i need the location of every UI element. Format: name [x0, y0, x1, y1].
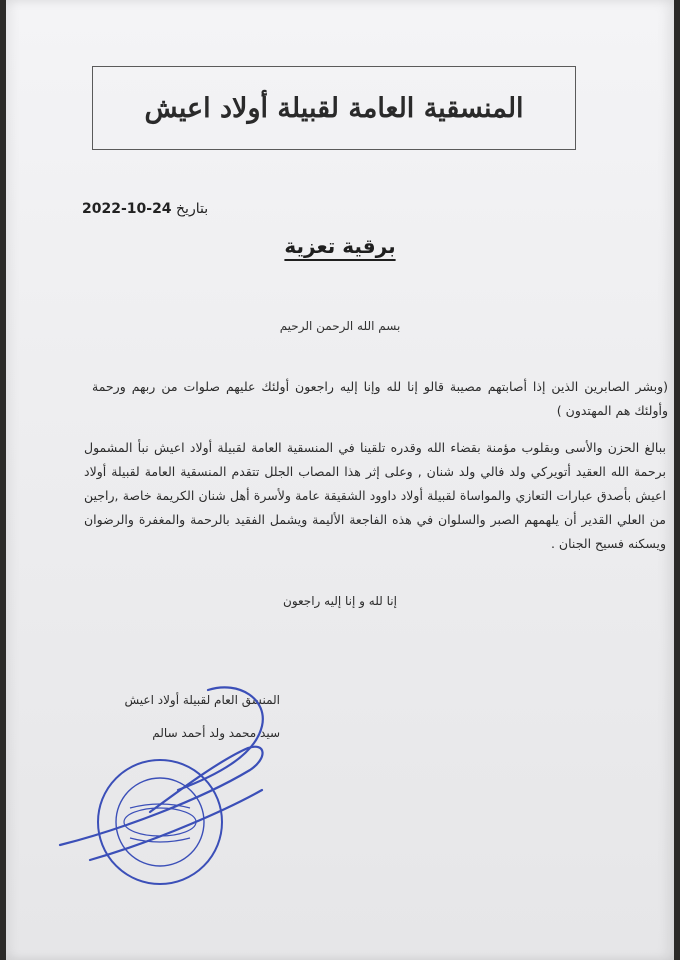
date-value: 2022-10-24 [82, 201, 172, 217]
document-page [6, 0, 674, 960]
letterhead-box [92, 66, 576, 150]
signatory-title: المنسق العام لقبيلة أولاد اعيش [124, 693, 280, 707]
date-line [82, 201, 208, 217]
signatory-name: سيد محمد ولد أحمد سالم [152, 726, 280, 740]
document-title [6, 234, 674, 258]
document-title-text: برقية تعزية [284, 234, 396, 258]
condolence-body: ببالغ الحزن والأسى وبقلوب مؤمنة بقضاء الله وقدره تلقينا في المنسقية العامة لقبيلة أولاد اعيش نبأ المشمول برحمة الله العقيد أتويركي ولد فالي ولد شنان , وعلى إثر هذا المصاب الجلل تتقدم المنسقية العامة لقبيلة أولاد اعيش بأصدق عبارات التعازي والمواساة لقبيلة أولاد داوود الشقيقة عامة ولأسرة أهل شنان الكريمة خاصة ,راجين من العلي القدير أن يلهمهم الصبر والسلوان في هذه الفاجعة الأليمة ويشمل الفقيد بالرحمة والمغفرة والرضوان ويسكنه فسيح الجنان . [84, 440, 666, 551]
letterhead-title: المنسقية العامة لقبيلة أولاد اعيش [144, 92, 524, 124]
basmala: بسم الله الرحمن الرحيم [279, 319, 401, 333]
closing-phrase: إنا لله و إنا إليه راجعون [283, 594, 397, 608]
date-label: بتاريخ [176, 201, 209, 217]
quran-verse: (وبشر الصابرين الذين إذا أصابتهم مصيبة قالو إنا لله وإنا إليه راجعون أولئك عليهم صلوات من ربهم ورحمة وأولئك هم المهتدون ) [92, 379, 668, 418]
